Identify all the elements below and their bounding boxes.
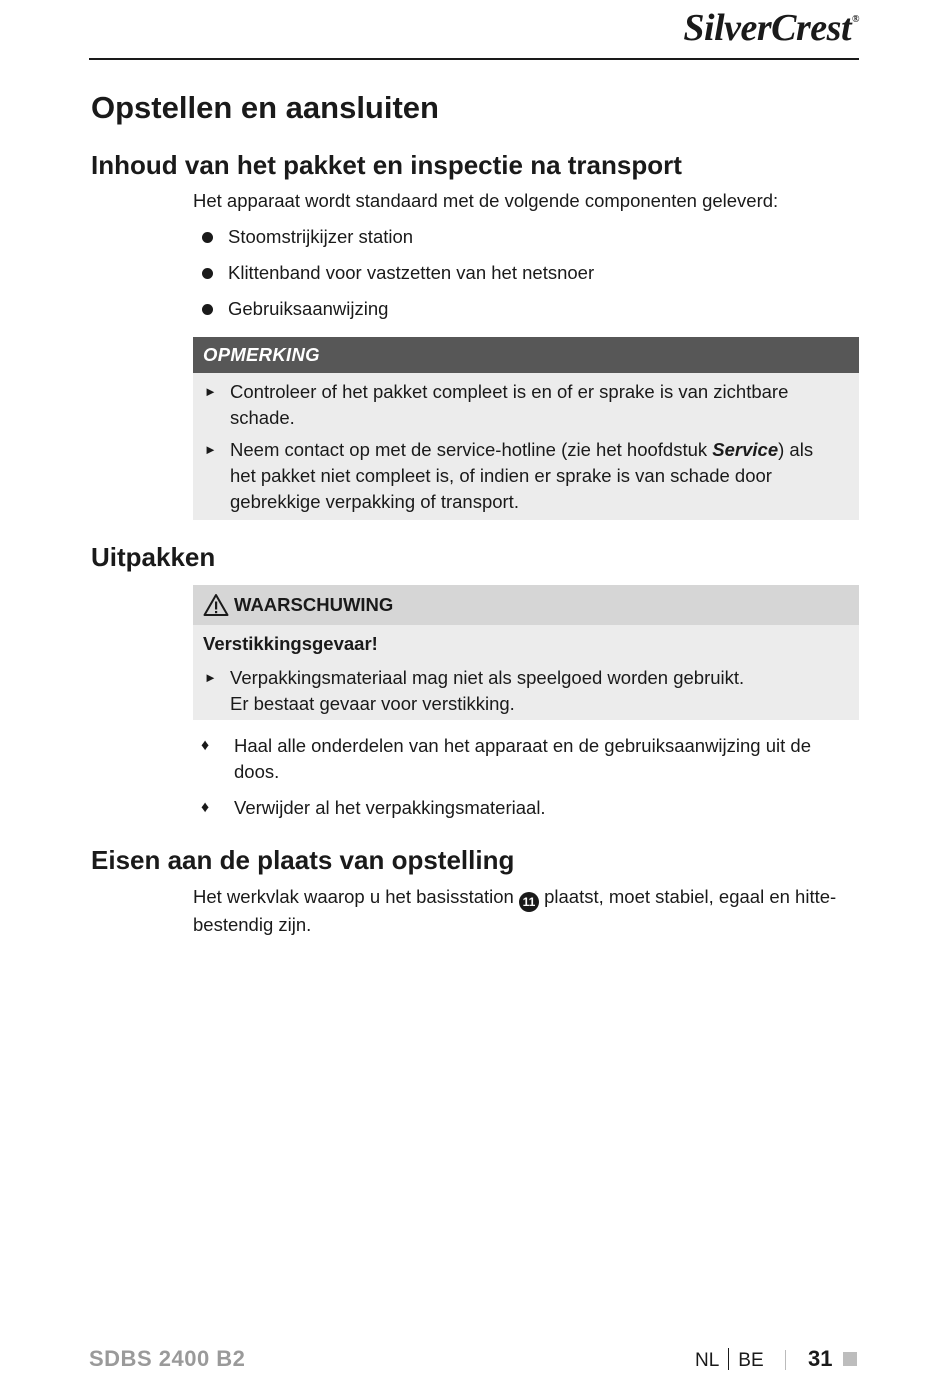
note-label: OPMERKING: [193, 337, 859, 373]
body-text: Het werkvlak waarop u het basisstation: [193, 886, 519, 907]
diamond-bullet-icon: ♦: [201, 737, 210, 754]
body-text: plaatst, moet stabiel, egaal en hitte-bestendig zijn.: [193, 886, 837, 935]
section-heading-unpacking: Uitpakken: [91, 542, 216, 572]
bullet-dot-icon: [202, 232, 213, 243]
list-item: [193, 379, 859, 431]
arrow-right-icon: ►: [204, 442, 217, 457]
footer-divider: [728, 1348, 729, 1370]
warning-box: [193, 585, 859, 720]
warning-list: [193, 657, 859, 717]
diamond-bullet-icon: ♦: [201, 799, 210, 816]
list-item: [193, 296, 594, 332]
warning-text: Er bestaat gevaar voor verstikking.: [230, 693, 515, 714]
list-item: [193, 665, 859, 717]
warning-text: Verpakkingsmateriaal mag niet als speelgoed worden gebruikt.: [230, 667, 745, 688]
arrow-right-icon: ►: [204, 384, 217, 399]
section-heading-location-requirements: Eisen aan de plaats van opstelling: [91, 845, 515, 875]
note-item-text: ) als het pakket niet compleet is, of indien er sprake is van schade door gebrekkige verpakking of transport.: [230, 439, 814, 512]
step-text: Haal alle onderdelen van het apparaat en de gebruiksaanwijzing uit de doos.: [234, 735, 811, 782]
list-item-text: Klittenband voor vastzetten van het netsnoer: [228, 262, 595, 283]
list-item: [193, 437, 859, 515]
brand-logo: SilverCrest®: [683, 7, 859, 49]
footer-languages: [695, 1348, 764, 1372]
list-item-text: Stoomstrijkijzer station: [228, 226, 414, 247]
note-item-text: Controleer of het pakket compleet is en of er sprake is van zichtbare schade.: [230, 381, 789, 428]
list-item: [193, 795, 853, 821]
section-heading-package-contents: Inhoud van het pakket en inspectie na transport: [91, 150, 682, 180]
footer-model-number: SDBS 2400 B2: [89, 1346, 246, 1371]
language-code: BE: [738, 1350, 764, 1371]
warning-header: [193, 585, 859, 625]
package-contents-list: [193, 224, 594, 332]
warning-triangle-icon: [203, 593, 229, 617]
registered-mark: ®: [852, 14, 859, 25]
reference-number-badge: 11: [519, 892, 539, 912]
bullet-dot-icon: [202, 268, 213, 279]
note-list: [193, 373, 859, 515]
list-item: [193, 260, 594, 296]
note-box: [193, 337, 859, 520]
warning-subtitle: Verstikkingsgevaar!: [203, 633, 378, 654]
note-item-text: Neem contact op met de service-hotline (zie het hoofdstuk: [230, 439, 713, 460]
arrow-right-icon: ►: [204, 670, 217, 685]
service-chapter-ref: Service: [712, 439, 779, 460]
page-number: 31: [808, 1346, 833, 1371]
list-item: [193, 224, 594, 260]
warning-label: WAARSCHUWING: [234, 594, 394, 615]
list-item: [193, 733, 853, 785]
unpacking-steps: [193, 733, 853, 821]
language-code: NL: [695, 1350, 720, 1371]
page-marker-square-icon: [843, 1352, 857, 1366]
footer-divider: [785, 1350, 786, 1370]
step-text: Verwijder al het verpakkingsmateriaal.: [234, 797, 546, 818]
package-intro-text: Het apparaat wordt standaard met de volgende componenten geleverd:: [193, 190, 779, 211]
bullet-dot-icon: [202, 304, 213, 315]
location-requirements-text: [193, 884, 853, 937]
header-rule: [89, 58, 859, 60]
page-title: Opstellen en aansluiten: [91, 90, 439, 125]
list-item-text: Gebruiksaanwijzing: [228, 298, 389, 319]
